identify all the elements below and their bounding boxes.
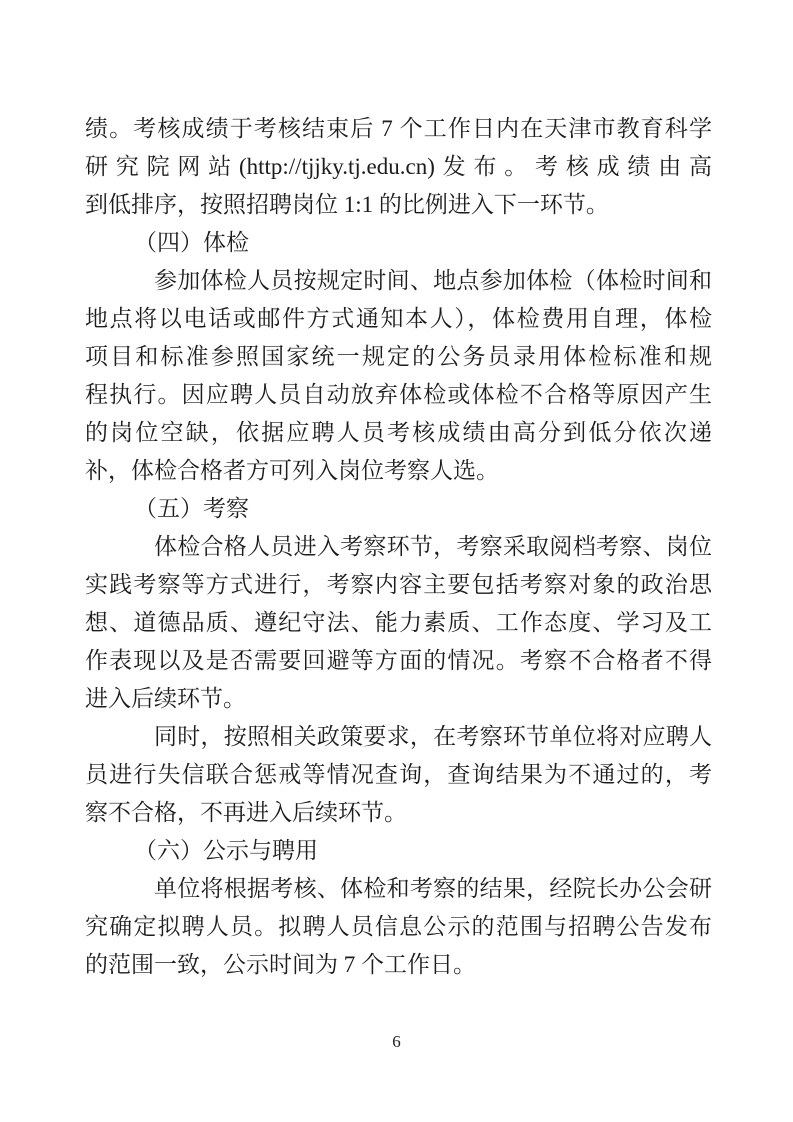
text-line: 项目和标准参照国家统一规定的公务员录用体检标准和规 xyxy=(85,344,712,369)
text-line: 参加体检人员按规定时间、地点参加体检（体检时间和 xyxy=(154,268,712,293)
paragraph xyxy=(85,718,712,832)
text-line: 察不合格，不再进入后续环节。 xyxy=(85,800,407,825)
text-line: 同时，按照相关政策要求，在考察环节单位将对应聘人 xyxy=(154,724,712,749)
text-line: 补，体检合格者方可列入岗位考察人选。 xyxy=(85,458,499,483)
paragraph xyxy=(85,870,712,984)
paragraph xyxy=(85,110,712,224)
text-line: （六）公示与聘用 xyxy=(134,838,318,863)
paragraph xyxy=(85,262,712,490)
text-line: （五）考察 xyxy=(134,496,249,521)
text-line: 到低排序，按照招聘岗位 1:1 的比例进入下一环节。 xyxy=(85,192,609,217)
text-line: 单位将根据考核、体检和考察的结果，经院长办公会研 xyxy=(154,876,712,901)
page-number: 6 xyxy=(392,1032,401,1051)
text-line: 程执行。因应聘人员自动放弃体检或体检不合格等原因产生 xyxy=(85,382,712,407)
text-line: 作表现以及是否需要回避等方面的情况。考察不合格者不得 xyxy=(85,648,712,673)
text-line: 地点将以电话或邮件方式通知本人），体检费用自理，体检 xyxy=(85,306,712,331)
document-body xyxy=(85,110,712,984)
text-line: 体检合格人员进入考察环节，考察采取阅档考察、岗位 xyxy=(154,534,712,559)
paragraph xyxy=(85,528,712,718)
text-line: 绩。考核成绩于考核结束后 7 个工作日内在天津市教育科学 xyxy=(85,116,712,141)
section-heading xyxy=(85,832,712,870)
section-heading xyxy=(85,224,712,262)
text-line: 进入后续环节。 xyxy=(85,686,246,711)
text-line: 研究院网站(http://tjjky.tj.edu.cn)发布。考核成绩由高 xyxy=(85,154,712,179)
section-heading xyxy=(85,490,712,528)
text-line: 的范围一致，公示时间为 7 个工作日。 xyxy=(85,952,476,977)
text-line: 实践考察等方式进行，考察内容主要包括考察对象的政治思 xyxy=(85,572,712,597)
text-line: 员进行失信联合惩戒等情况查询，查询结果为不通过的，考 xyxy=(85,762,712,787)
text-line: 的岗位空缺，依据应聘人员考核成绩由高分到低分依次递 xyxy=(85,420,712,445)
page-footer xyxy=(0,1032,793,1052)
text-line: 究确定拟聘人员。拟聘人员信息公示的范围与招聘公告发布 xyxy=(85,914,712,939)
text-line: 想、道德品质、遵纪守法、能力素质、工作态度、学习及工 xyxy=(85,610,712,635)
text-line: （四）体检 xyxy=(134,230,249,255)
